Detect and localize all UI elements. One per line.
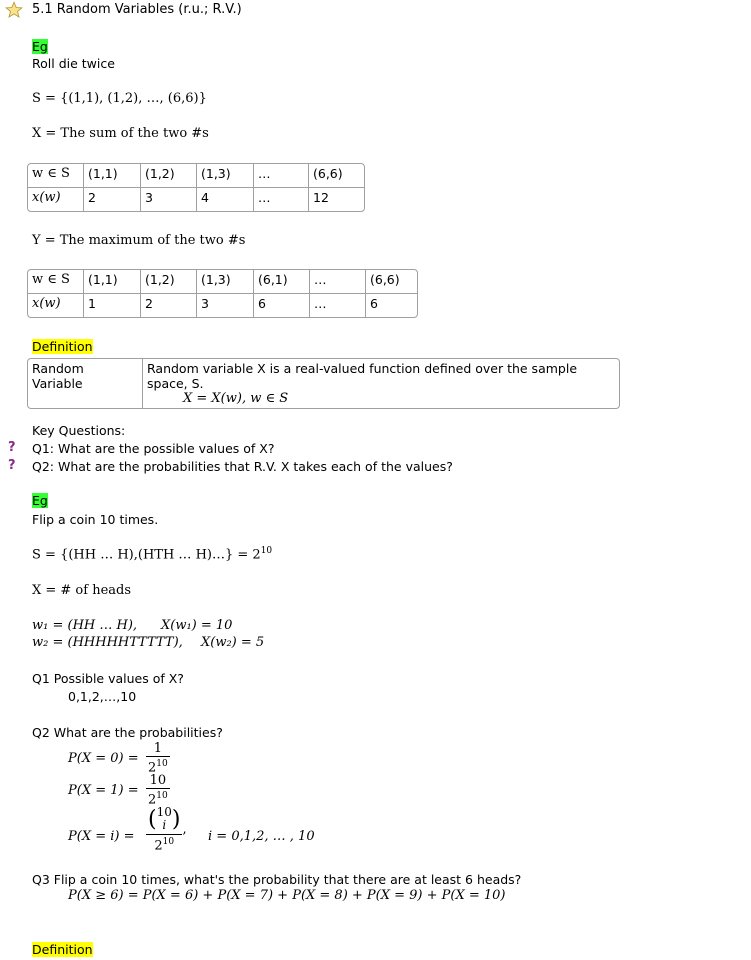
p0-fraction [146, 741, 170, 775]
definition-table [27, 358, 620, 409]
p1-lhs: P(X = 1) = [68, 783, 139, 798]
table-cell: (6,6) [309, 164, 364, 188]
table-cell: (6,6) [366, 270, 417, 294]
table-cell: (1,1) [84, 270, 141, 294]
ex2-sample-space-exp: 10 [260, 546, 273, 556]
table-row [28, 294, 417, 317]
p1-fraction [146, 773, 170, 807]
ex2-q1-answer: 0,1,2,…,10 [68, 689, 137, 704]
denominator-base: 2 [154, 838, 163, 854]
question-icon: ? [8, 440, 16, 455]
table-cell: 3 [197, 294, 254, 317]
denominator-base: 2 [148, 792, 157, 808]
p0-lhs: P(X = 0) = [68, 751, 139, 766]
table-cell: … [254, 188, 309, 211]
denominator-exp: 10 [156, 791, 168, 801]
definition-label: Definition [32, 942, 93, 957]
ex2-q2: Q2 What are the probabilities? [32, 725, 223, 740]
table-cell: (1,1) [84, 164, 141, 188]
table-cell: x(w) [28, 188, 84, 211]
fraction [146, 806, 182, 853]
ex2-w1: w₁ = (HH … H), [32, 618, 138, 633]
ex2-q3-formula: P(X ≥ 6) = P(X = 6) + P(X = 7) + P(X = 8) + P(X = 9) + P(X = 10) [68, 888, 506, 903]
ex2-sample-space [32, 546, 272, 562]
ex2-w2: w₂ = (HHHHHTTTTT), [32, 635, 183, 650]
table-cell: (1,2) [141, 164, 197, 188]
pi-fraction: ( 10 i ) $2^{10}$ , [148, 805, 187, 854]
table-max [27, 269, 418, 318]
binom-bottom: i [162, 818, 167, 832]
table-cell: 2 [84, 188, 141, 211]
definition-formula: X = X(w), w ∈ S [183, 391, 289, 406]
fraction [146, 741, 170, 775]
p0-numerator: 1 [146, 741, 170, 757]
ex1-sample-space: S = {(1,1), (1,2), …, (6,6)} [32, 91, 207, 106]
pi-range: i = 0,1,2, … , 10 [208, 829, 315, 844]
table-cell: 2 [141, 294, 197, 317]
table-cell: 1 [84, 294, 141, 317]
table-cell: 3 [141, 188, 197, 211]
ex1-x-definition: X = The sum of the two #s [32, 126, 209, 141]
denominator-base: 2 [148, 760, 157, 776]
table-row [28, 188, 364, 211]
table-row [28, 359, 619, 408]
definition-desc: Random variable X is a real-valued function defined over the sample space, S. [147, 361, 578, 391]
table-cell: 6 [370, 296, 378, 311]
ex2-x-definition: X = # of heads [32, 583, 132, 598]
ex2-q1: Q1 Possible values of X? [32, 671, 184, 686]
table-cell: (1,3) [197, 270, 254, 294]
table-cell: … [310, 270, 366, 294]
definition-body [143, 359, 619, 408]
key-questions-heading: Key Questions: [32, 423, 126, 438]
denominator-exp: 10 [162, 837, 175, 847]
definition-label: Definition [32, 339, 93, 354]
table-cell: (6,1) [254, 270, 310, 294]
denominator [146, 835, 182, 853]
ex1-y-definition: Y = The maximum of the two #s [32, 233, 246, 248]
binom-top: 10 [156, 805, 172, 819]
ex1-intro: Roll die twice [32, 56, 115, 71]
ex2-sample-space-text: S = {(HH … H),(HTH … H)…} = 2 [32, 547, 261, 563]
table-row [28, 270, 417, 294]
page-title: 5.1 Random Variables (r.u.; R.V.) [32, 2, 242, 17]
table-cell: x(w) [28, 294, 84, 317]
ex2-intro: Flip a coin 10 times. [32, 512, 159, 527]
denominator-exp: 10 [156, 759, 168, 769]
definition-term: Random Variable [28, 359, 143, 408]
p1-numerator: 10 [146, 773, 170, 789]
key-question-2: Q2: What are the probabilities that R.V. X takes each of the values? [32, 459, 453, 474]
key-question-1: Q1: What are the possible values of X? [32, 441, 275, 456]
fraction [146, 773, 170, 807]
table-cell: … [310, 294, 366, 317]
table-cell: 6 [254, 294, 310, 317]
table-cell: w ∈ S [28, 164, 84, 188]
eg-label: Eg [32, 39, 48, 54]
table-cell: (1,2) [141, 270, 197, 294]
ex2-xw2: X(w₂) = 5 [201, 635, 265, 650]
table-cell: 4 [197, 188, 254, 211]
binomial: ( 10 i ) [146, 806, 182, 835]
table-sum [27, 163, 365, 212]
star-icon [5, 1, 23, 19]
ex2-xw1: X(w₁) = 10 [161, 618, 233, 633]
eg-label: Eg [32, 493, 48, 508]
table-cell: w ∈ S [28, 270, 84, 294]
table-row [28, 164, 364, 188]
pi-lhs: P(X = i) = [68, 829, 135, 844]
ex2-q3: Q3 Flip a coin 10 times, what's the probability that there are at least 6 heads? [32, 872, 522, 887]
table-cell: … [254, 164, 309, 188]
table-cell: 12 [313, 190, 329, 205]
table-cell: (1,3) [197, 164, 254, 188]
question-icon: ? [8, 458, 16, 473]
